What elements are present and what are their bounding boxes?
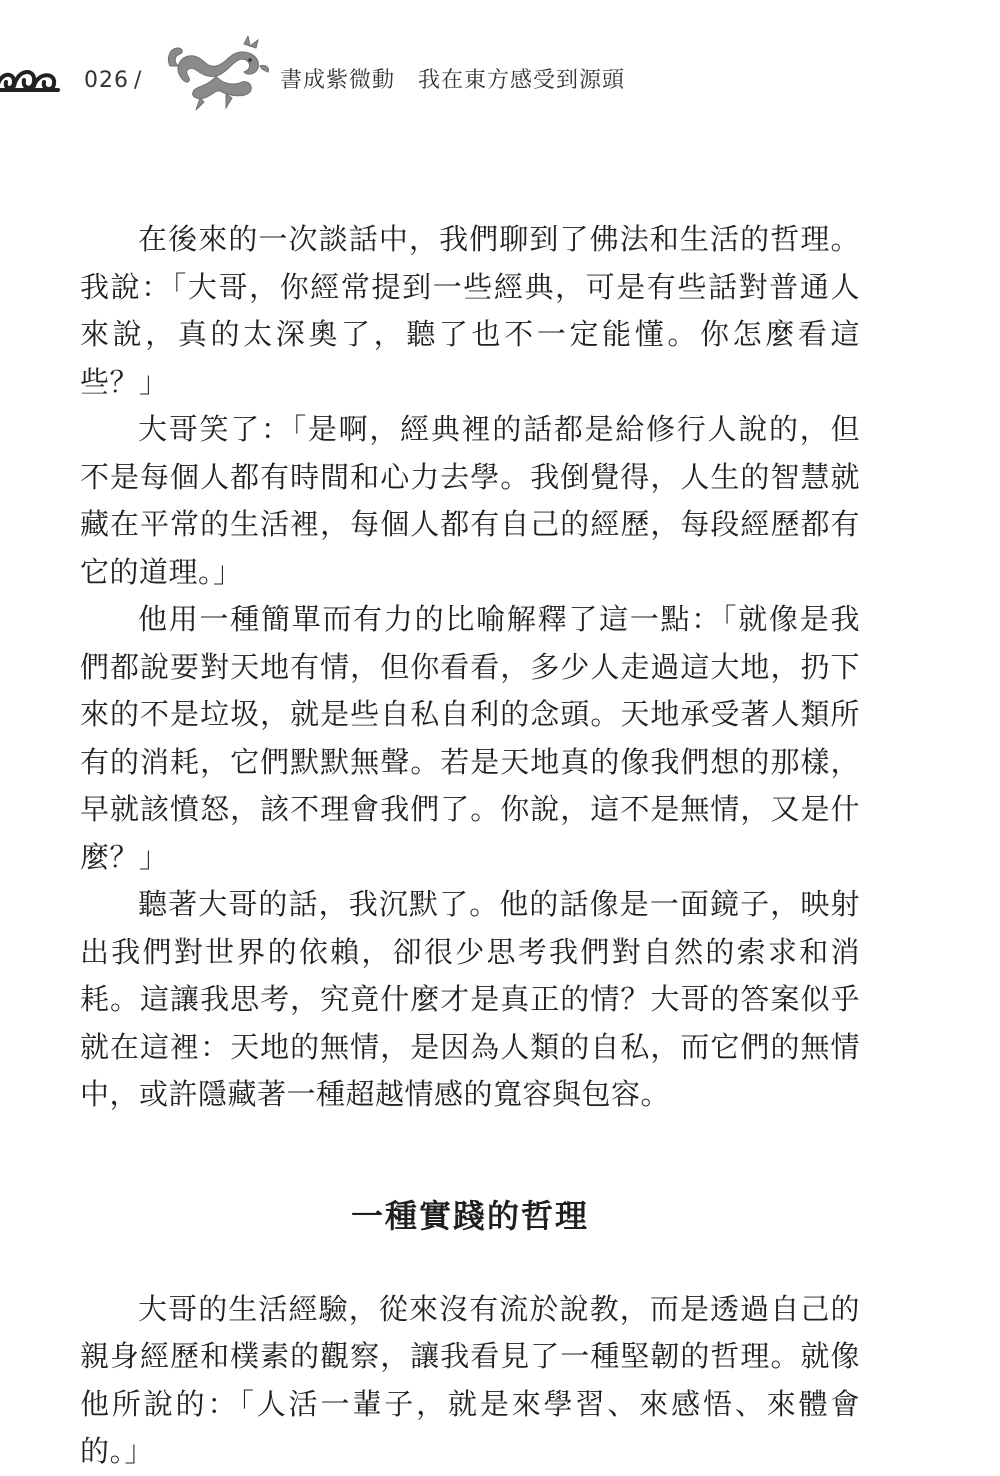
body-paragraph: 在後來的一次談話中，我們聊到了佛法和生活的哲理。我說：「大哥，你經常提到一些經典，可是有些話對普通人來說，真的太深奧了，聽了也不一定能懂。你怎麼看這些？」 (80, 222, 860, 399)
running-title: 書成紫微動 我在東方感受到源頭 (280, 68, 626, 93)
body-paragraph: 聽著大哥的話，我沉默了。他的話像是一面鏡子，映射出我們對世界的依賴，卻很少思考我們對自然的索求和消耗。這讓我思考，究竟什麼才是真正的情？大哥的答案似乎就在這裡：天地的無情，是因為人類的自私，而它們的無情中，或許隱藏著一種超越情感的寬容與包容。 (80, 887, 860, 1111)
dragon-icon (160, 36, 272, 116)
page-body (80, 216, 860, 1476)
page-number: 026 (84, 68, 129, 93)
body-paragraph: 大哥的生活經驗，從來沒有流於說教，而是透過自己的親身經歷和樸素的觀察，讓我看見了一種堅韌的哲理。就像他所說的：「人活一輩子，就是來學習、來感悟、來體會的。」 (80, 1291, 860, 1468)
page-header (0, 36, 1000, 126)
body-paragraph: 他用一種簡單而有力的比喻解釋了這一點：「就像是我們都說要對天地有情，但你看看，多少人走過這大地，扔下來的不是垃圾，就是些自私自利的念頭。天地承受著人類所有的消耗，它們默默無聲。若是天地真的像我們想的那樣，早就該憤怒，該不理會我們了。你說，這不是無情，又是什麼？」 (80, 602, 860, 874)
body-paragraph: 大哥笑了：「是啊，經典裡的話都是給修行人說的，但不是每個人都有時間和心力去學。我倒覺得，人生的智慧就藏在平常的生活裡，每個人都有自己的經歷，每段經歷都有它的道理。」 (80, 412, 860, 589)
page-separator: / (134, 68, 142, 93)
cloud-scroll-icon (0, 62, 64, 96)
section-heading: 一種實踐的哲理 (350, 1196, 589, 1235)
